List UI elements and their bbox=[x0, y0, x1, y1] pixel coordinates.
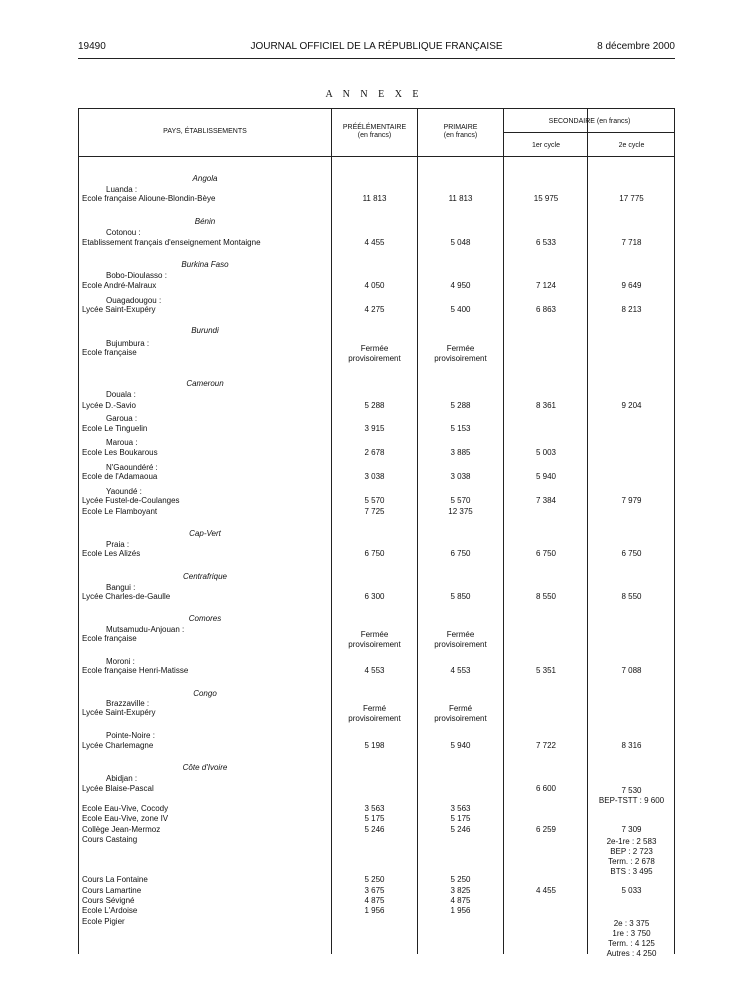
fee-r: 3 563 bbox=[450, 804, 471, 813]
establishment-name: Lycée Charlemagne bbox=[82, 741, 154, 750]
fee-r: 3 825 bbox=[450, 886, 471, 895]
establishment-name: Collège Jean-Mermoz bbox=[82, 825, 161, 834]
fee-p: 5 175 bbox=[364, 814, 385, 823]
fee-r: 3 038 bbox=[450, 472, 471, 481]
fee-c2: 2e-1re : 2 583 bbox=[606, 837, 657, 846]
page-header bbox=[78, 41, 675, 55]
fee-c2-detail: BEP : 2 723 bbox=[610, 847, 653, 856]
fee-c1: 6 533 bbox=[535, 238, 557, 247]
fee-p: 4 455 bbox=[364, 238, 385, 247]
fee-r: 5 940 bbox=[450, 741, 471, 750]
fee-r: 5 048 bbox=[450, 238, 471, 247]
col-header-preelementaire-label: PRÉÉLÉMENTAIRE bbox=[342, 124, 407, 131]
fee-c2: 6 750 bbox=[621, 549, 642, 558]
fee-r: Fermé bbox=[448, 704, 473, 713]
fee-c2-detail: BTS : 3 495 bbox=[610, 867, 653, 876]
fee-c2: 8 213 bbox=[621, 305, 642, 314]
fee-c1: 6 600 bbox=[535, 784, 557, 793]
fee-c2: 7 979 bbox=[621, 496, 642, 505]
col-header-preelementaire bbox=[332, 124, 417, 140]
fee-c2: 7 309 bbox=[621, 825, 642, 834]
fee-p: 4 050 bbox=[364, 281, 385, 290]
establishment-name: Lycée Blaise-Pascal bbox=[82, 784, 154, 793]
establishment-name: Ecole Eau-Vive, zone IV bbox=[82, 814, 169, 823]
fee-p: 4 275 bbox=[364, 305, 385, 314]
fee-c2-detail: Term. : 2 678 bbox=[608, 857, 655, 866]
fee-p-note: provisoirement bbox=[348, 354, 401, 363]
city-label: Douala : bbox=[106, 390, 136, 399]
city-label: Bobo-Dioulasso : bbox=[106, 271, 167, 280]
country-heading: Centrafrique bbox=[182, 572, 228, 581]
fee-p: 5 250 bbox=[364, 875, 385, 884]
fee-c2-detail: 1re : 3 750 bbox=[612, 929, 651, 938]
fee-c2: 8 316 bbox=[621, 741, 642, 750]
fee-c1: 6 750 bbox=[535, 549, 557, 558]
col-header-secondaire: SECONDAIRE (en francs) bbox=[548, 118, 631, 125]
fee-p: 5 246 bbox=[364, 825, 385, 834]
establishment-name: Ecole Le Flamboyant bbox=[82, 507, 158, 516]
city-label: N'Gaoundéré : bbox=[106, 463, 158, 472]
fee-c1: 8 550 bbox=[535, 592, 557, 601]
establishment-name: Ecole André-Malraux bbox=[82, 281, 157, 290]
fee-c2: 2e : 3 375 bbox=[613, 919, 650, 928]
fee-p: Fermée bbox=[360, 630, 389, 639]
header-rule bbox=[78, 58, 675, 59]
fee-c1: 8 361 bbox=[535, 401, 557, 410]
fee-c2-detail: Autres : 4 250 bbox=[606, 949, 657, 958]
fee-p: 4 875 bbox=[364, 896, 385, 905]
fee-p: 11 813 bbox=[362, 194, 387, 203]
fee-r: Fermée bbox=[446, 630, 475, 639]
col-header-unit: (en francs) bbox=[443, 132, 478, 139]
establishment-name: Ecole Les Alizés bbox=[82, 549, 141, 558]
fee-p: 3 038 bbox=[364, 472, 385, 481]
establishment-name: Lycée D.-Savio bbox=[82, 401, 136, 410]
establishment-name: Ecole de l'Adamaoua bbox=[82, 472, 158, 481]
fee-p-note: provisoirement bbox=[348, 714, 401, 723]
establishment-name: Lycée Saint-Exupéry bbox=[82, 305, 156, 314]
header-bottom-rule bbox=[79, 156, 674, 157]
fee-r: 3 885 bbox=[450, 448, 471, 457]
city-label: Bangui : bbox=[106, 583, 136, 592]
fee-c2-detail: BEP-TSTT : 9 600 bbox=[598, 796, 665, 805]
fee-r: 6 750 bbox=[450, 549, 471, 558]
fee-p: 2 678 bbox=[364, 448, 385, 457]
fee-c2: 5 033 bbox=[621, 886, 642, 895]
establishment-name: Ecole Les Boukarous bbox=[82, 448, 158, 457]
fee-c1: 6 259 bbox=[535, 825, 557, 834]
fee-r: 5 570 bbox=[450, 496, 471, 505]
establishment-name: Ecole Eau-Vive, Cocody bbox=[82, 804, 169, 813]
fee-p: 4 553 bbox=[364, 666, 385, 675]
fee-r: 4 875 bbox=[450, 896, 471, 905]
fee-r: 11 813 bbox=[448, 194, 473, 203]
fee-p-note: provisoirement bbox=[348, 640, 401, 649]
fee-r: 5 288 bbox=[450, 401, 471, 410]
col-header-pays: PAYS, ÉTABLISSEMENTS bbox=[163, 128, 247, 135]
fee-c2: 7 718 bbox=[621, 238, 642, 247]
city-label: Pointe-Noire : bbox=[106, 731, 155, 740]
fee-p: 3 563 bbox=[364, 804, 385, 813]
establishment-name: Lycée Charles-de-Gaulle bbox=[82, 592, 171, 601]
fee-c2: 7 088 bbox=[621, 666, 642, 675]
city-label: Brazzaville : bbox=[106, 699, 150, 708]
fee-c1: 7 722 bbox=[535, 741, 557, 750]
establishment-name: Cours La Fontaine bbox=[82, 875, 148, 884]
fee-r: 5 153 bbox=[450, 424, 471, 433]
country-heading: Angola bbox=[192, 174, 218, 183]
fee-c2: 17 775 bbox=[619, 194, 644, 203]
city-label: Garoua : bbox=[106, 414, 138, 423]
establishment-name: Ecole L'Ardoise bbox=[82, 906, 138, 915]
fee-r: 12 375 bbox=[448, 507, 473, 516]
fee-c1: 5 351 bbox=[535, 666, 557, 675]
city-label: Maroua : bbox=[106, 438, 138, 447]
col-header-primaire-label: PRIMAIRE bbox=[443, 124, 478, 131]
fee-c1: 5 003 bbox=[535, 448, 557, 457]
secondary-subrule bbox=[503, 132, 674, 133]
establishment-name: Ecole française Alioune-Blondin-Bèye bbox=[82, 194, 216, 203]
fee-c1: 6 863 bbox=[535, 305, 557, 314]
establishment-name: Ecole française Henri-Matisse bbox=[82, 666, 189, 675]
fee-c2: 8 550 bbox=[621, 592, 642, 601]
establishment-name: Etablissement français d'enseignement Montaigne bbox=[82, 238, 261, 247]
journal-title: JOURNAL OFFICIEL DE LA RÉPUBLIQUE FRANÇAISE bbox=[250, 41, 503, 52]
fee-c2: 9 204 bbox=[621, 401, 642, 410]
fee-r: 5 250 bbox=[450, 875, 471, 884]
fee-p: 7 725 bbox=[364, 507, 385, 516]
col-header-cycle2: 2e cycle bbox=[618, 142, 645, 149]
fee-r: 5 175 bbox=[450, 814, 471, 823]
col-header-primaire bbox=[418, 124, 503, 140]
fee-r: 5 246 bbox=[450, 825, 471, 834]
establishment-name: Ecole Pigier bbox=[82, 917, 125, 926]
country-heading: Bénin bbox=[194, 217, 216, 226]
city-label: Moroni : bbox=[106, 657, 135, 666]
establishment-name: Ecole française bbox=[82, 348, 137, 357]
fee-p: 3 675 bbox=[364, 886, 385, 895]
city-label: Ouagadougou : bbox=[106, 296, 162, 305]
country-heading: Burkina Faso bbox=[181, 260, 229, 269]
country-heading: Comores bbox=[188, 614, 222, 623]
fee-p: 6 300 bbox=[364, 592, 385, 601]
fee-r: 5 850 bbox=[450, 592, 471, 601]
city-label: Abidjan : bbox=[106, 774, 138, 783]
city-label: Cotonou : bbox=[106, 228, 141, 237]
fee-c1: 7 124 bbox=[535, 281, 557, 290]
col-header-unit: (en francs) bbox=[357, 132, 392, 139]
fee-p: 6 750 bbox=[364, 549, 385, 558]
fee-p: Fermée bbox=[360, 344, 389, 353]
establishment-name: Cours Sévigné bbox=[82, 896, 135, 905]
fee-c1: 4 455 bbox=[535, 886, 557, 895]
fee-c2-detail: Term. : 4 125 bbox=[608, 939, 655, 948]
fee-r: 1 956 bbox=[450, 906, 471, 915]
establishment-name: Lycée Fustel-de-Coulanges bbox=[82, 496, 180, 505]
fee-r: 4 553 bbox=[450, 666, 471, 675]
fee-c1: 15 975 bbox=[533, 194, 559, 203]
establishment-name: Ecole française bbox=[82, 634, 137, 643]
establishment-name: Lycée Saint-Exupéry bbox=[82, 708, 156, 717]
fee-p: Fermé bbox=[362, 704, 387, 713]
city-label: Bujumbura : bbox=[106, 339, 150, 348]
fee-p: 3 915 bbox=[364, 424, 385, 433]
establishment-name: Cours Castaing bbox=[82, 835, 138, 844]
city-label: Luanda : bbox=[106, 185, 138, 194]
fee-r-note: provisoirement bbox=[434, 714, 487, 723]
fee-r: 4 950 bbox=[450, 281, 471, 290]
fee-p: 5 198 bbox=[364, 741, 385, 750]
establishment-name: Cours Lamartine bbox=[82, 886, 142, 895]
country-heading: Congo bbox=[193, 689, 217, 698]
fee-r-note: provisoirement bbox=[434, 354, 487, 363]
col-header-cycle1: 1er cycle bbox=[531, 142, 560, 149]
fee-p: 1 956 bbox=[364, 906, 385, 915]
fees-table bbox=[78, 108, 675, 958]
annexe-title: A N N E X E bbox=[325, 89, 423, 100]
publication-date: 8 décembre 2000 bbox=[597, 41, 675, 52]
country-heading: Côte d'Ivoire bbox=[182, 763, 228, 772]
country-heading: Cap-Vert bbox=[189, 529, 221, 538]
fee-c1: 7 384 bbox=[535, 496, 557, 505]
fee-c1: 5 940 bbox=[535, 472, 557, 481]
fee-r-note: provisoirement bbox=[434, 640, 487, 649]
fee-p: 5 288 bbox=[364, 401, 385, 410]
city-label: Praia : bbox=[106, 540, 130, 549]
fee-c2: 9 649 bbox=[621, 281, 642, 290]
country-heading: Cameroun bbox=[186, 379, 224, 388]
country-heading: Burundi bbox=[191, 326, 219, 335]
city-label: Yaoundé : bbox=[106, 487, 142, 496]
fee-r: Fermée bbox=[446, 344, 475, 353]
page-number: 19490 bbox=[78, 41, 106, 52]
city-label: Mutsamudu-Anjouan : bbox=[106, 625, 185, 634]
fee-p: 5 570 bbox=[364, 496, 385, 505]
establishment-name: Ecole Le Tinguelin bbox=[82, 424, 148, 433]
fee-c2: 7 530 bbox=[621, 786, 642, 795]
fee-r: 5 400 bbox=[450, 305, 471, 314]
